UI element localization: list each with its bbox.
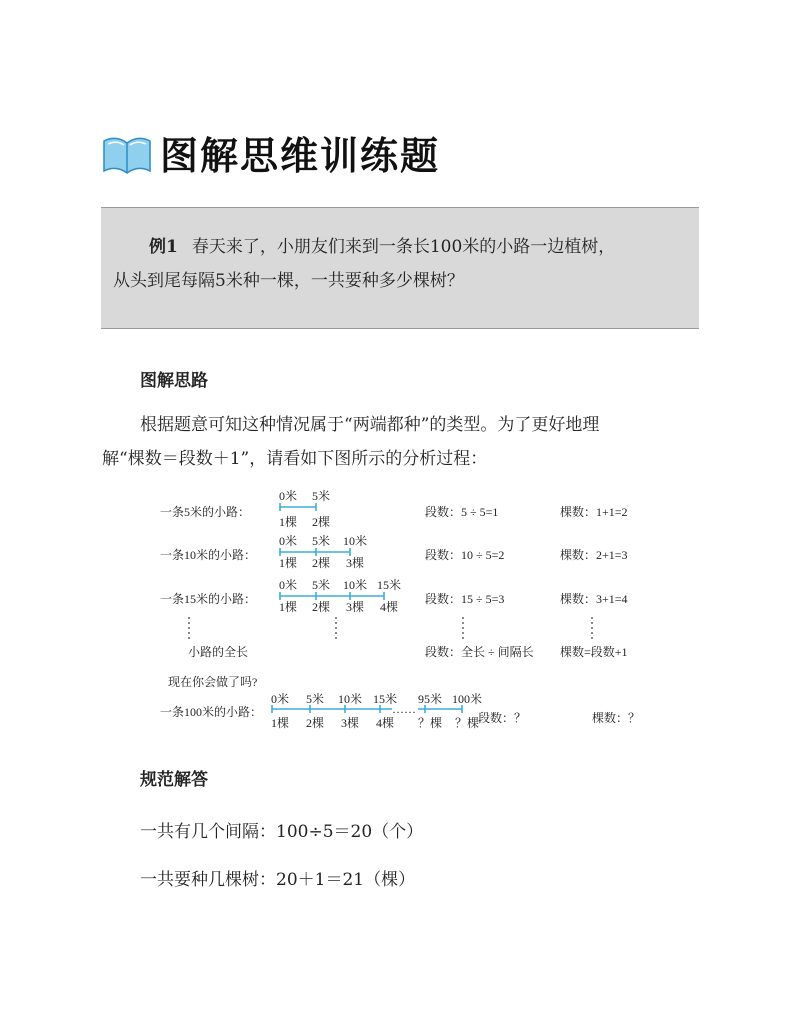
row2-distance-label: 0米 — [278, 534, 298, 548]
row1-trees: 棵数：1+1=2 — [560, 505, 628, 519]
row3-tree-label: 2棵 — [311, 600, 331, 614]
row2-tree-label: 2棵 — [311, 556, 331, 570]
row100-dots: …… — [392, 702, 416, 716]
row3-tree-label: 1棵 — [278, 600, 298, 614]
row100-trees: 棵数：？ — [592, 711, 641, 725]
example-text — [113, 230, 693, 298]
row2-distance-label: 10米 — [342, 534, 368, 548]
row100-tree-label: 1棵 — [270, 716, 290, 730]
row1-distance-label: 5米 — [311, 489, 331, 503]
example-box — [101, 207, 699, 329]
answer-line-1: 一共有几个间隔：100÷5＝20（个） — [140, 822, 424, 842]
title-bar — [100, 122, 440, 182]
example-line-1: 春天来了，小朋友们来到一条长100米的小路一边植树， — [191, 237, 616, 257]
row100-distance-label: 10米 — [337, 692, 363, 706]
general-trees: 棵数=段数+1 — [560, 645, 628, 659]
row100-distance-label: 95米 — [417, 692, 443, 706]
row3-tree-label: 3棵 — [345, 600, 365, 614]
row1-tree-label: 2棵 — [311, 515, 331, 529]
row100-segments: 段数：？ — [478, 711, 527, 725]
row1-tree-label: 1棵 — [278, 515, 298, 529]
row100-tree-label: 3棵 — [340, 716, 360, 730]
row3-label: 一条15米的小路： — [160, 592, 257, 606]
row100-distance-label: 100米 — [451, 692, 483, 706]
prompt-text: 现在你会做了吗? — [168, 675, 258, 689]
example-line-2: 从头到尾每隔5米种一棵，一共要种多少棵树？ — [113, 271, 464, 291]
row1-segments: 段数：5 ÷ 5=1 — [425, 505, 499, 519]
row3-distance-label: 10米 — [342, 578, 368, 592]
row100-distance-label: 0米 — [270, 692, 290, 706]
thinking-line-2: 解“棵数＝段数＋1”，请看如下图所示的分析过程： — [102, 449, 488, 469]
row3-distance-label: 15米 — [376, 578, 402, 592]
row2-tree-label: 1棵 — [278, 556, 298, 570]
row1-label: 一条5米的小路： — [160, 505, 251, 519]
row100-label: 一条100米的小路： — [160, 705, 263, 719]
answer-heading: 规范解答 — [140, 770, 208, 790]
general-label: 小路的全长 — [188, 645, 249, 659]
row3-trees: 棵数：3+1=4 — [560, 592, 628, 606]
row100-distance-label: 5米 — [305, 692, 325, 706]
row2-tree-label: 3棵 — [345, 556, 365, 570]
row1-distance-label: 0米 — [278, 489, 298, 503]
page-title: 图解思维训练题 — [160, 132, 441, 178]
thinking-line-1: 根据题意可知这种情况属于“两端都种”的类型。为了更好地理 — [140, 415, 600, 435]
row2-distance-label: 5米 — [311, 534, 331, 548]
row3-segments: 段数：15 ÷ 5=3 — [425, 592, 505, 606]
row3-tree-label: 4棵 — [379, 600, 399, 614]
tree-diagram — [0, 480, 800, 745]
thinking-heading: 图解思路 — [140, 371, 208, 391]
row2-label: 一条10米的小路： — [160, 548, 257, 562]
row2-segments: 段数：10 ÷ 5=2 — [425, 548, 505, 562]
row100-tree-label: 4棵 — [375, 716, 395, 730]
row3-distance-label: 5米 — [311, 578, 331, 592]
row100-distance-label: 15米 — [372, 692, 398, 706]
row100-tree-label: ？棵 — [454, 716, 480, 730]
row100-tree-label: ？棵 — [417, 716, 443, 730]
example-label: 例1 — [149, 237, 178, 257]
answer-line-2: 一共要种几棵树：20＋1＝21（棵） — [140, 870, 416, 890]
row100-tree-label: 2棵 — [305, 716, 325, 730]
row3-distance-label: 0米 — [278, 578, 298, 592]
book-icon — [100, 129, 154, 175]
general-segments: 段数：全长 ÷ 间隔长 — [425, 645, 534, 659]
row2-trees: 棵数：2+1=3 — [560, 548, 628, 562]
